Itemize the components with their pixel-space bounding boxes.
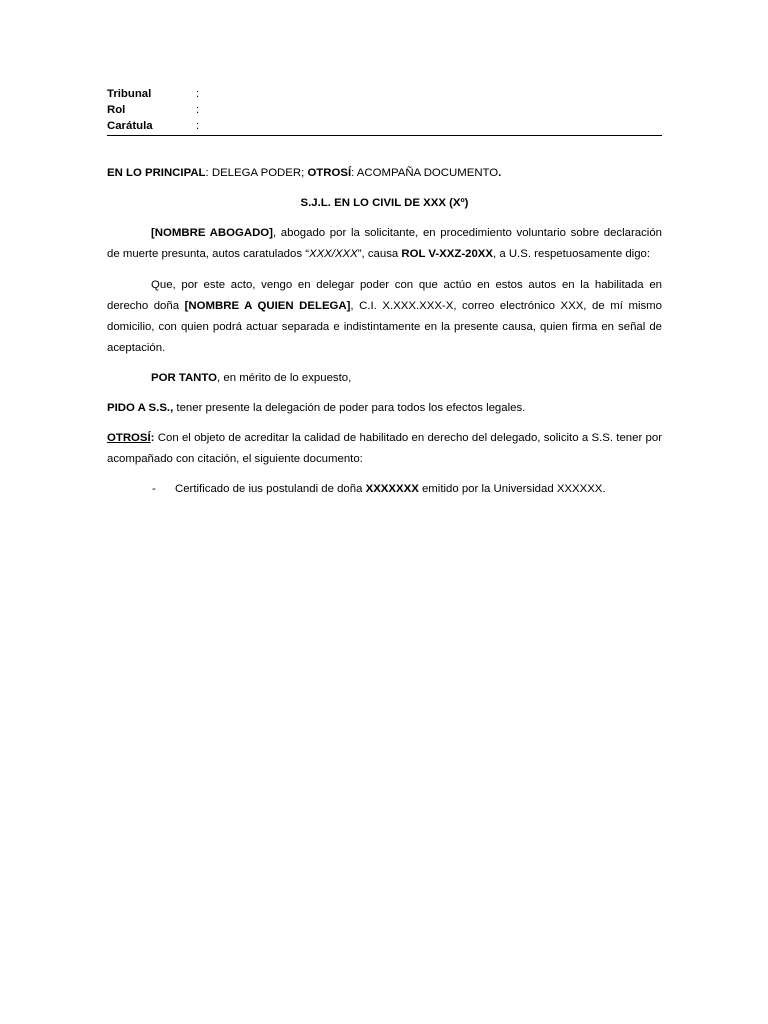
document-page (107, 86, 662, 500)
case-rol: ROL V-XXZ-20XX (401, 248, 493, 260)
court-heading: S.J.L. EN LO CIVIL DE XXX (Xº) (300, 197, 469, 209)
petition-label: PIDO A S.S., (107, 402, 174, 414)
list-text-part: emitido por la Universidad XXXXXX. (418, 483, 606, 495)
document-summary (107, 163, 662, 184)
paragraph-text: , a U.S. respetuosamente digo: (493, 248, 651, 260)
header-label: Tribunal (107, 88, 152, 100)
paragraph-delegation (107, 275, 662, 359)
paragraph-text: , C.I. X.XXX.XXX-X, correo electrónico XXX, de mí mismo domicilio, con quien podrá actuar separada e indistintamente en la presente causa, quien firma en señal de aceptación. (107, 300, 662, 354)
header-colon: : (196, 120, 200, 132)
otrosi-heading: OTROSÍ (107, 432, 151, 444)
header-label: Carátula (107, 120, 153, 132)
lawyer-name: [NOMBRE ABOGADO] (151, 227, 273, 239)
paragraph-text: , abogado por la solicitante, en procedimiento voluntario sobre declaración de muerte presunta, autos caratulados “ (107, 227, 663, 260)
header-colon: : (196, 104, 200, 116)
list-item-text (175, 479, 662, 500)
delegate-name: [NOMBRE A QUIEN DELEGA] (184, 300, 351, 312)
por-tanto-label: POR TANTO (151, 372, 218, 384)
paragraph-text: , en mérito de lo expuesto, (217, 372, 352, 384)
paragraph-por-tanto (107, 368, 662, 389)
header-row-rol (107, 102, 662, 118)
principal-text: : DELEGA PODER; (205, 167, 308, 179)
paragraph-text: ”, causa (357, 248, 402, 260)
list-item (107, 479, 662, 500)
list-text-part: Certificado de ius postulandi de doña (175, 483, 366, 495)
summary-end: . (498, 167, 502, 179)
header-label: Rol (107, 104, 126, 116)
header-row-tribunal (107, 86, 662, 102)
graduate-name: XXXXXXX (365, 483, 419, 495)
paragraph-appearance (107, 223, 662, 265)
otrosi-colon: : (150, 432, 155, 444)
header-colon: : (196, 88, 200, 100)
otrosi-text: : ACOMPAÑA DOCUMENTO (351, 167, 499, 179)
otrosi-label: OTROSÍ (307, 167, 352, 179)
paragraph-text: Con el objeto de acreditar la calidad de habilitado en derecho del delegado, solicito a S.S. tener por acompañado con citación, el siguiente documento: (107, 432, 662, 465)
list-dash: - (152, 483, 156, 495)
header-row-caratula (107, 118, 662, 134)
paragraph-text: tener presente la delegación de poder para todos los efectos legales. (173, 402, 526, 414)
case-header (107, 86, 662, 136)
principal-label: EN LO PRINCIPAL (107, 167, 206, 179)
paragraph-text: Que, por este acto, vengo en delegar poder con que actúo en estos autos en la habilitada en derecho doña (107, 279, 662, 312)
paragraph-petition (107, 398, 662, 419)
case-caption: XXX/XXX (308, 248, 358, 260)
paragraph-otrosi (107, 428, 662, 470)
